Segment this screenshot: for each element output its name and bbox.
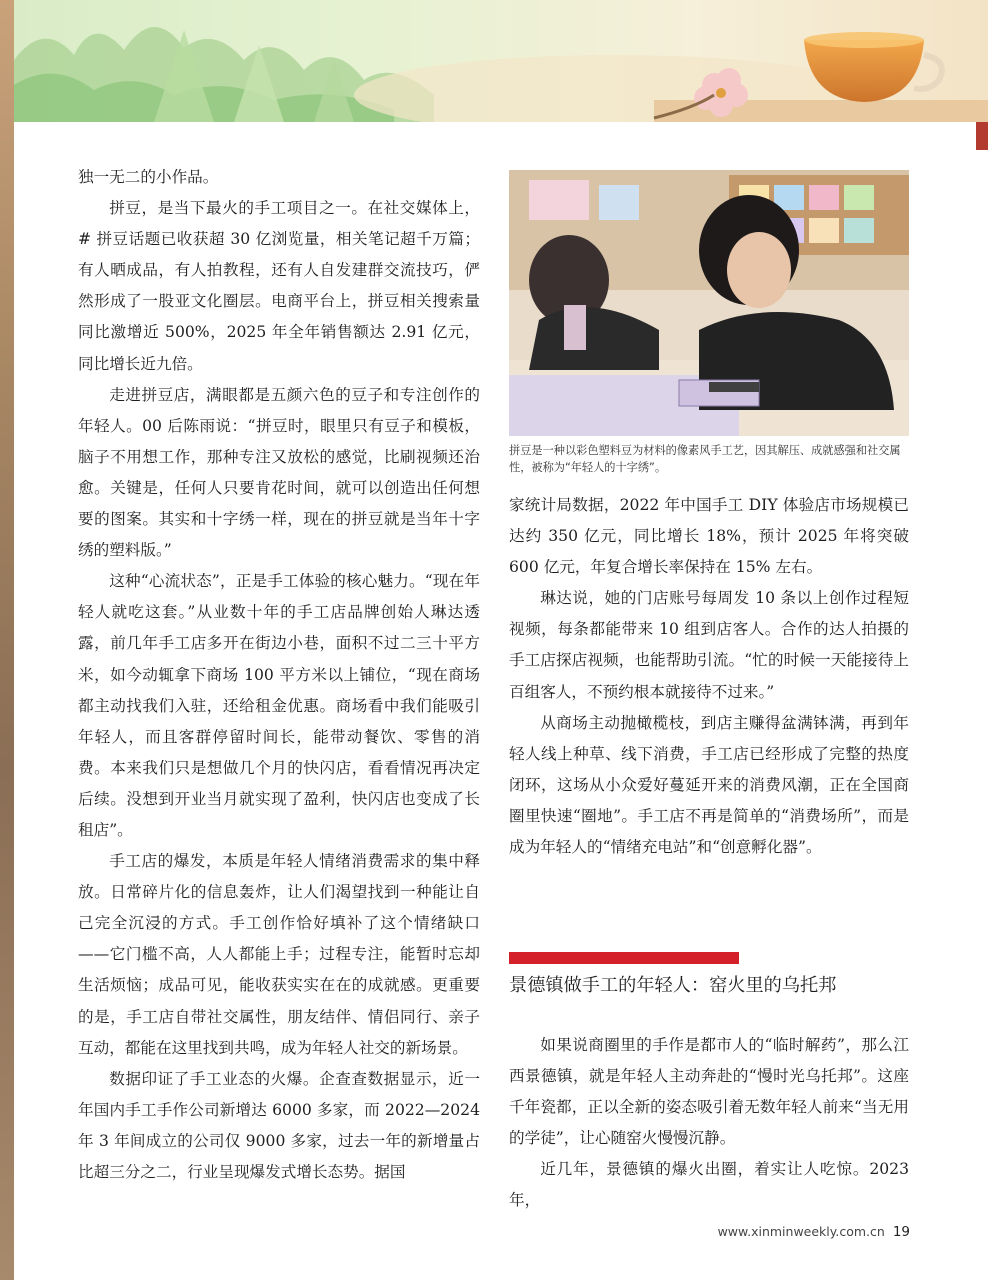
body-column-section — [509, 1030, 909, 1217]
paragraph: 数据印证了手工业态的火爆。企查查数据显示，近一年国内手工手作公司新增达 6000 多家，而 2022—2024 年 3 年间成立的公司仅 9000 多家，过去一年的新增量占比超三分之二，行业呈现爆发式增长态势。据国 — [78, 1069, 480, 1181]
photo-caption: 拼豆是一种以彩色塑料豆为材料的像素风手工艺，因其解压、成就感强和社交属性，被称为“年轻人的十字绣”。 — [509, 444, 901, 474]
paragraph: 这种“心流状态”，正是手工体验的核心魅力。“现在年轻人就吃这套。”从业数十年的手工店品牌创始人琳达透露，前几年手工店多开在街边小巷，面积不过二三十平方米，如今动辄拿下商场 100 平方米以上铺位，“现在商场都主动找我们入驻，还给租金优惠。商场看中我们能吸引年轻人，而且客群停留时间长，能带动餐饮、零售的消费。本来我们只是想做几个月的快闪店，看看情况再决定后续。没想到开业当月就实现了盈利，快闪店也变成了长租店”。 — [78, 572, 480, 839]
paragraph: 走进拼豆店，满眼都是五颜六色的豆子和专注创作的年轻人。00 后陈雨说：“拼豆时，眼里只有豆子和模板，脑子不用想工作，那种专注又放松的感觉，比刷视频还治愈。关键是，任何人只要肯花时间，就可以创造出任何想要的图案。其实和十字绣一样，现在的拼豆就是当年十字绣的塑料版。” — [78, 385, 480, 560]
paragraph: 琳达说，她的门店账号每周发 10 条以上创作过程短视频，每条都能带来 10 组到店客人。合作的达人拍摄的手工店探店视频，也能帮助引流。“忙的时候一天能接待上百组客人，不预约根本就接待不过来。” — [509, 589, 909, 701]
paragraph: 拼豆，是当下最火的手工项目之一。在社交媒体上，# 拼豆话题已收获超 30 亿浏览量，相关笔记超千万篇；有人晒成品，有人拍教程，还有人自发建群交流技巧，俨然形成了一股亚文化圈层。电商平台上，拼豆相关搜索量同比激增近 500%，2025 年全年销售额达 2.91 亿元，同比增长近九倍。 — [78, 199, 480, 373]
section-heading: 景德镇做手工的年轻人：窑火里的乌托邦 — [509, 975, 837, 996]
body-column-left — [78, 162, 480, 1188]
body-column-right — [509, 490, 909, 863]
header-illustration — [14, 0, 988, 122]
paragraph: 手工店的爆发，本质是年轻人情绪消费需求的集中释放。日常碎片化的信息轰炸，让人们渴望找到一种能让自己完全沉浸的方式。手工创作恰好填补了这个情绪缺口——它门槛不高，人人都能上手；过程专注，能暂时忘却生活烦恼；成品可见，能收获实实在在的成就感。更重要的是，手工店自带社交属性，朋友结伴、情侣同行、亲子互动，都能在这里找到共鸣，成为年轻人社交的新场景。 — [78, 852, 480, 1057]
paragraph: 独一无二的小作品。 — [78, 168, 219, 186]
paragraph: 如果说商圈里的手作是都市人的“临时解药”，那么江西景德镇，就是年轻人主动奔赴的“慢时光乌托邦”。这座千年瓷都，正以全新的姿态吸引着无数年轻人前来“当无用的学徒”，让心随窑火慢慢沉静。 — [509, 1036, 909, 1148]
paragraph: 从商场主动抛橄榄枝，到店主赚得盆满钵满，再到年轻人线上种草、线下消费，手工店已经形成了完整的热度闭环，这场从小众爱好蔓延开来的消费风潮，正在全国商圈里快速“圈地”。手工店不再是简单的“消费场所”，而是成为年轻人的“情绪充电站”和“创意孵化器”。 — [509, 713, 909, 857]
page-number: 19 — [892, 1224, 910, 1240]
page-edge-decoration — [0, 0, 14, 1280]
paragraph: 家统计局数据，2022 年中国手工 DIY 体验店市场规模已达约 350 亿元，同比增长 18%，预计 2025 年将突破 600 亿元，年复合增长率保持在 15% 左右。 — [509, 496, 909, 577]
article-photo — [509, 170, 909, 436]
section-divider-bar — [509, 952, 739, 964]
paragraph: 近几年，景德镇的爆火出圈，着实让人吃惊。2023 年， — [509, 1160, 909, 1210]
website-url: www.xinminweekly.com.cn — [717, 1224, 885, 1239]
page-footer — [700, 1224, 910, 1240]
